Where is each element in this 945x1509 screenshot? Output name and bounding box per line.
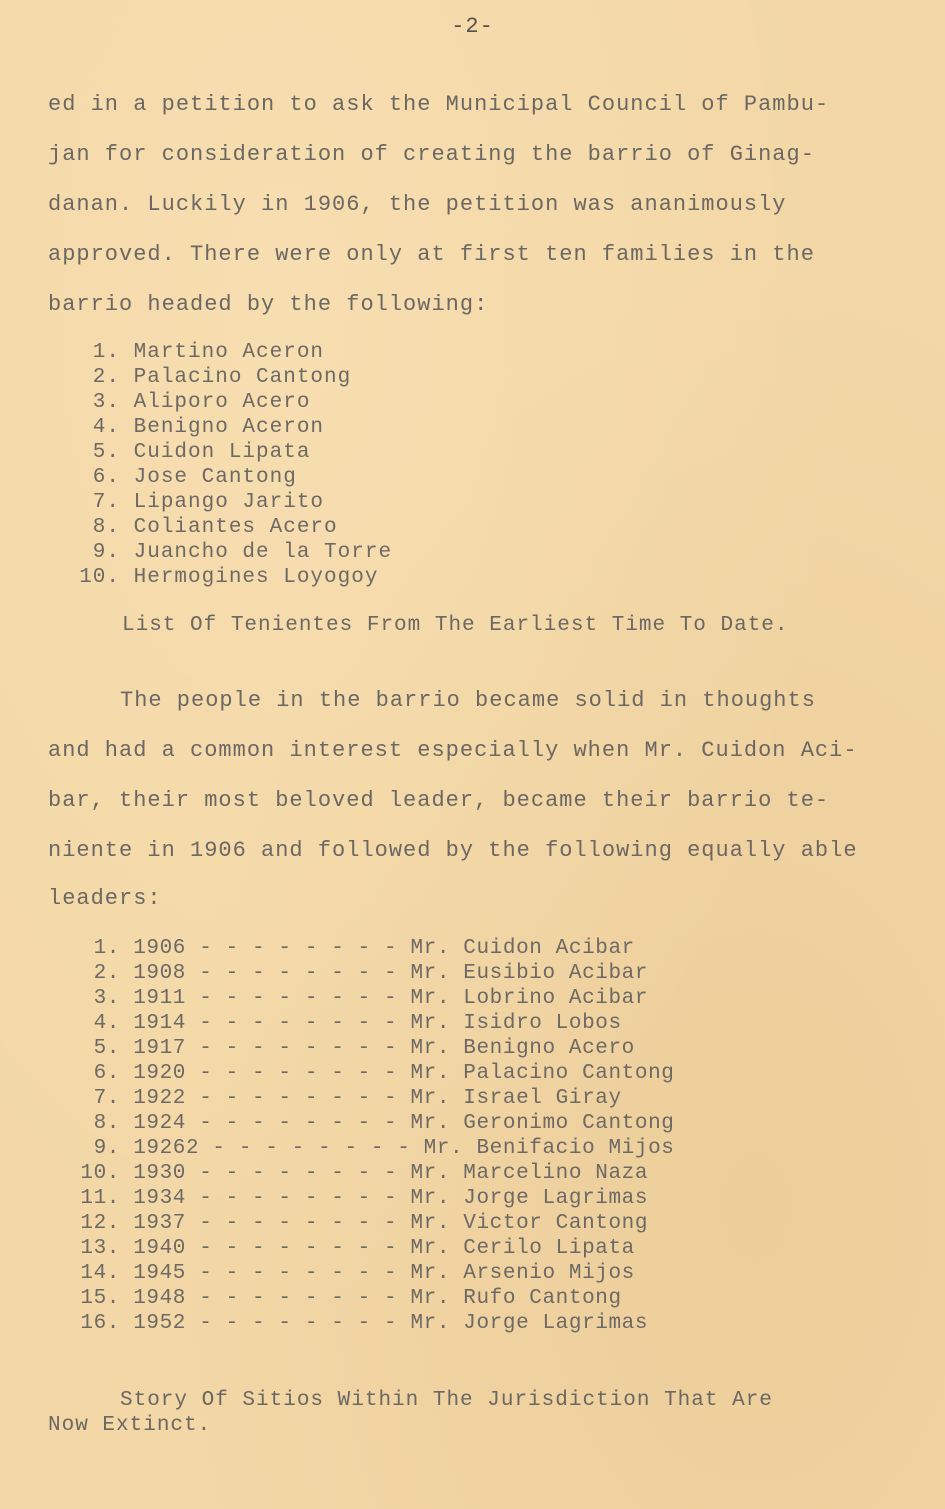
list-item [62, 1262, 635, 1285]
paragraph-line: niente in 1906 and followed by the following equally able [48, 838, 858, 863]
list-number: 6. [92, 466, 120, 489]
term-year: 1922 [133, 1087, 187, 1110]
list-number: 15. [80, 1287, 120, 1310]
teniente-name: Mr. Marcelino Naza [410, 1162, 649, 1185]
list-number: 3. [93, 987, 120, 1010]
list-number: 10. [79, 566, 120, 589]
term-year: 1917 [133, 1037, 187, 1060]
paragraph-line: approved. There were only at first ten families in the [48, 242, 815, 267]
family-head-name: Palacino Cantong [133, 366, 352, 389]
term-year: 1940 [133, 1237, 187, 1260]
list-item [62, 391, 310, 414]
list-item [62, 937, 635, 960]
leader-dashes: - - - - - - - - [212, 1137, 411, 1160]
list-number: 5. [92, 441, 120, 464]
list-number: 6. [93, 1062, 120, 1085]
family-head-name: Lipango Jarito [133, 491, 325, 514]
term-year: 1930 [133, 1162, 187, 1185]
list-item [62, 341, 324, 364]
teniente-name: Mr. Benifacio Mijos [423, 1137, 675, 1160]
leader-dashes: - - - - - - - - [199, 1112, 398, 1135]
list-number: 9. [93, 1137, 120, 1160]
list-item [62, 1062, 675, 1085]
list-item [62, 541, 392, 564]
teniente-name: Mr. Rufo Cantong [410, 1287, 622, 1310]
term-year: 1914 [133, 1012, 187, 1035]
paragraph-line: bar, their most beloved leader, became their barrio te- [48, 788, 830, 813]
list-item [62, 987, 648, 1010]
list-item [62, 491, 324, 514]
teniente-name: Mr. Palacino Cantong [410, 1062, 675, 1085]
list-item [62, 1012, 622, 1035]
list-number: 1. [93, 937, 120, 960]
leader-dashes: - - - - - - - - [199, 987, 398, 1010]
list-item [62, 962, 648, 985]
teniente-name: Mr. Isidro Lobos [410, 1012, 622, 1035]
paragraph-line: jan for consideration of creating the barrio of Ginag- [48, 142, 815, 167]
leader-dashes: - - - - - - - - [199, 1212, 398, 1235]
list-item [62, 1087, 622, 1110]
paragraph-line: ed in a petition to ask the Municipal Council of Pambu- [48, 92, 830, 117]
list-number: 12. [80, 1212, 120, 1235]
teniente-name: Mr. Eusibio Acibar [410, 962, 649, 985]
list-number: 7. [92, 491, 120, 514]
term-year: 1911 [133, 987, 187, 1010]
list-number: 2. [92, 366, 120, 389]
paragraph-line: and had a common interest especially when Mr. Cuidon Aci- [48, 738, 858, 763]
leader-dashes: - - - - - - - - [199, 937, 398, 960]
list-item [62, 441, 310, 464]
teniente-name: Mr. Cerilo Lipata [410, 1237, 635, 1260]
list-item [62, 1312, 648, 1335]
leader-dashes: - - - - - - - - [199, 1312, 398, 1335]
list-item [62, 466, 297, 489]
paragraph-line: danan. Luckily in 1906, the petition was ananimously [48, 192, 787, 217]
list-number: 8. [93, 1112, 120, 1135]
leader-dashes: - - - - - - - - [199, 1012, 398, 1035]
term-year: 1924 [133, 1112, 187, 1135]
family-head-name: Cuidon Lipata [133, 441, 311, 464]
leader-dashes: - - - - - - - - [199, 1087, 398, 1110]
paragraph-line: The people in the barrio became solid in thoughts [120, 688, 816, 713]
paragraph-line: barrio headed by the following: [48, 292, 489, 317]
list-item [62, 1112, 675, 1135]
leader-dashes: - - - - - - - - [199, 962, 398, 985]
list-item [62, 366, 351, 389]
tenientes-heading: List Of Tenientes From The Earliest Time To Date. [122, 614, 789, 637]
list-number: 4. [92, 416, 120, 439]
list-item [62, 1187, 648, 1210]
term-year: 1908 [133, 962, 187, 985]
list-number: 9. [92, 541, 120, 564]
term-year: 1937 [133, 1212, 187, 1235]
teniente-name: Mr. Benigno Acero [410, 1037, 635, 1060]
leader-dashes: - - - - - - - - [199, 1287, 398, 1310]
term-year: 19262 [133, 1137, 200, 1160]
family-head-name: Martino Aceron [133, 341, 325, 364]
term-year: 1948 [133, 1287, 187, 1310]
family-head-name: Aliporo Acero [133, 391, 311, 414]
list-item [62, 566, 378, 589]
list-number: 7. [93, 1087, 120, 1110]
family-head-name: Jose Cantong [133, 466, 297, 489]
teniente-name: Mr. Cuidon Acibar [410, 937, 635, 960]
paragraph-line: leaders: [48, 886, 162, 911]
list-number: 8. [92, 516, 120, 539]
list-item [62, 1287, 622, 1310]
list-item [62, 1037, 635, 1060]
list-item [62, 1212, 648, 1235]
term-year: 1920 [133, 1062, 187, 1085]
family-head-name: Benigno Aceron [133, 416, 325, 439]
teniente-name: Mr. Israel Giray [410, 1087, 622, 1110]
list-item [62, 416, 324, 439]
term-year: 1952 [133, 1312, 187, 1335]
list-item [62, 516, 338, 539]
leader-dashes: - - - - - - - - [199, 1237, 398, 1260]
list-item [62, 1162, 648, 1185]
list-number: 11. [80, 1187, 120, 1210]
leader-dashes: - - - - - - - - [199, 1187, 398, 1210]
list-number: 14. [80, 1262, 120, 1285]
list-number: 5. [93, 1037, 120, 1060]
teniente-name: Mr. Victor Cantong [410, 1212, 649, 1235]
list-number: 4. [93, 1012, 120, 1035]
leader-dashes: - - - - - - - - [199, 1162, 398, 1185]
term-year: 1906 [133, 937, 187, 960]
list-number: 16. [80, 1312, 120, 1335]
term-year: 1945 [133, 1262, 187, 1285]
teniente-name: Mr. Arsenio Mijos [410, 1262, 635, 1285]
list-item [62, 1237, 635, 1260]
list-number: 3. [92, 391, 120, 414]
teniente-name: Mr. Jorge Lagrimas [410, 1187, 649, 1210]
list-number: 10. [80, 1162, 120, 1185]
teniente-name: Mr. Jorge Lagrimas [410, 1312, 649, 1335]
leader-dashes: - - - - - - - - [199, 1262, 398, 1285]
teniente-name: Mr. Geronimo Cantong [410, 1112, 675, 1135]
heading-line: Story Of Sitios Within The Jurisdiction That Are [120, 1389, 773, 1412]
teniente-name: Mr. Lobrino Acibar [410, 987, 649, 1010]
family-head-name: Hermogines Loyogoy [133, 566, 379, 589]
heading-line: Now Extinct. [48, 1414, 212, 1437]
page-number: -2- [451, 14, 494, 39]
family-head-name: Juancho de la Torre [133, 541, 393, 564]
leader-dashes: - - - - - - - - [199, 1037, 398, 1060]
list-number: 2. [93, 962, 120, 985]
family-head-name: Coliantes Acero [133, 516, 338, 539]
list-item [62, 1137, 675, 1160]
list-number: 1. [92, 341, 120, 364]
term-year: 1934 [133, 1187, 187, 1210]
list-number: 13. [80, 1237, 120, 1260]
leader-dashes: - - - - - - - - [199, 1062, 398, 1085]
